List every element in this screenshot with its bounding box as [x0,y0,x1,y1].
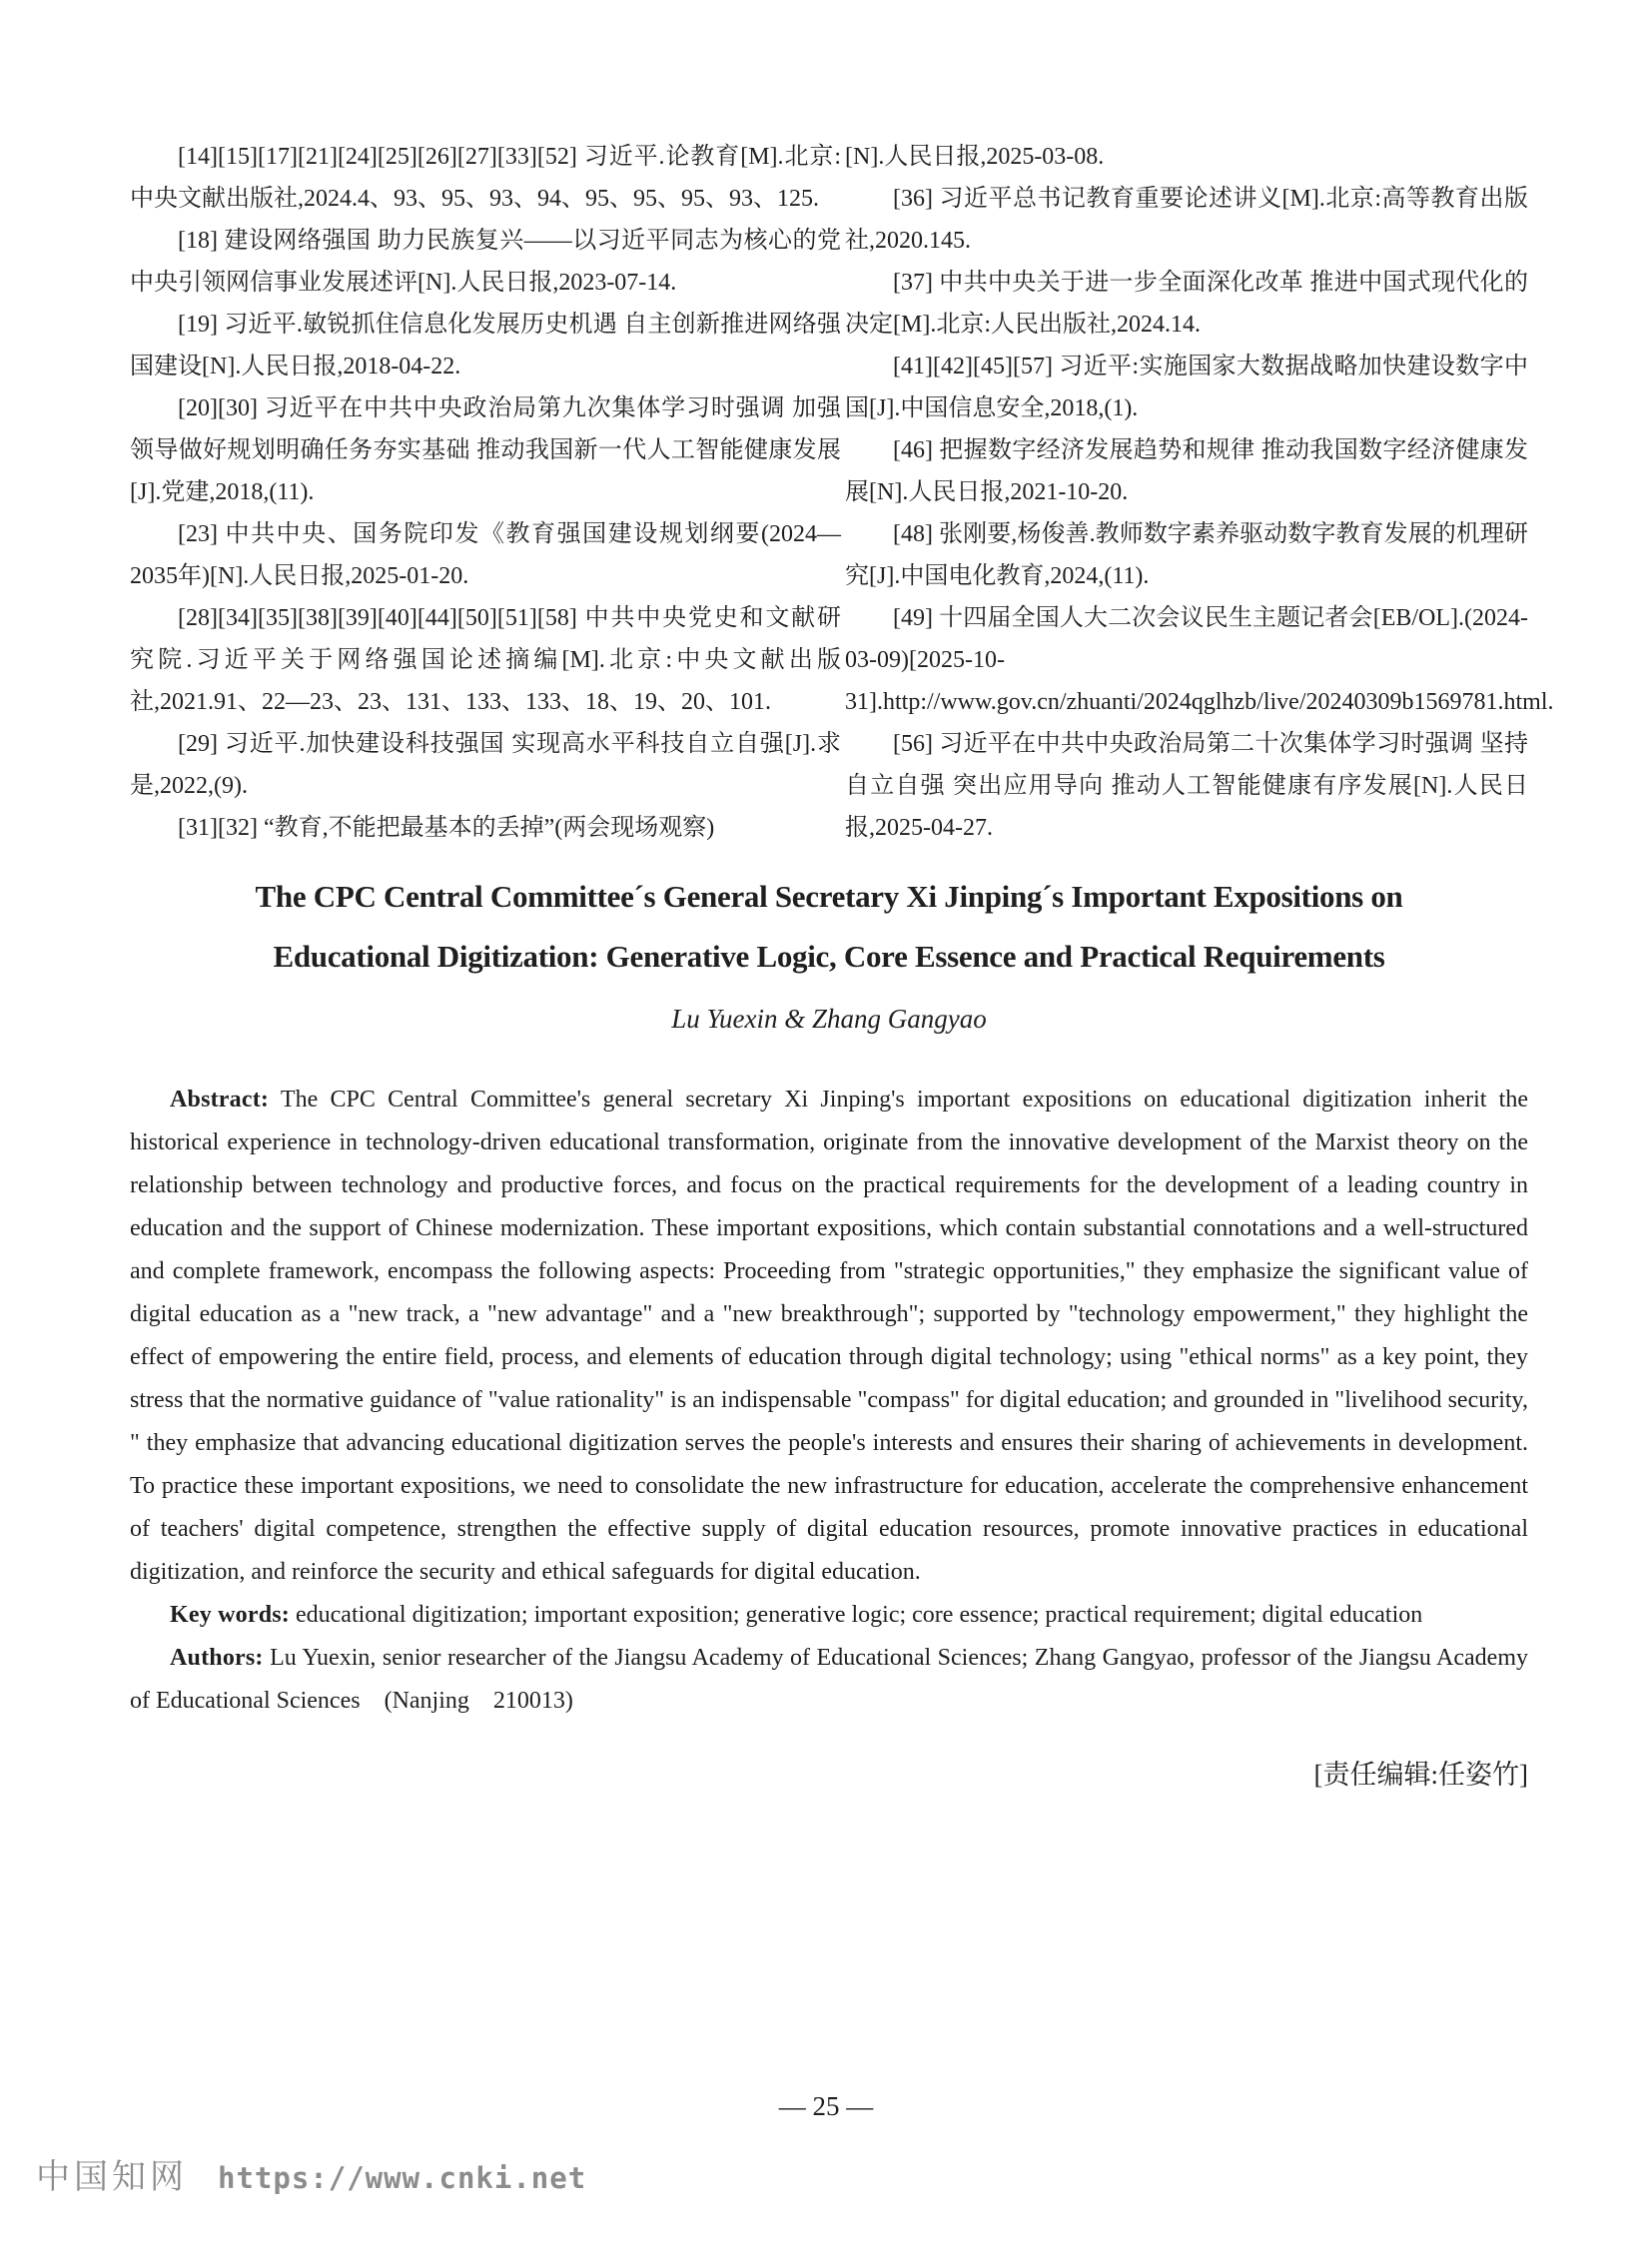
page-number: — 25 — [778,2091,874,2121]
reference-item: [20][30] 习近平在中共中央政治局第九次集体学习时强调 加强领导做好规划明确任务夯实基础 推动我国新一代人工智能健康发展[J].党建,2018,(11). [130,395,841,505]
abstract-label: Abstract: [170,1087,270,1113]
responsible-editor-note: [责任编辑:任姿竹] [1313,1760,1528,1790]
reference-item: [28][34][35][38][39][40][44][50][51][58] 中共中央党史和文献研究院.习近平关于网络强国论述摘编[M].北京:中央文献出版社,2021.91、22—23、23、131、133、133、18、19、20、101. [130,605,841,715]
reference-item: [56] 习近平在中共中央政治局第二十次集体学习时强调 坚持自立自强 突出应用导向 推动人工智能健康有序发展[N].人民日报,2025-04-27. [845,731,1528,841]
keywords-label: Key words: [170,1602,290,1628]
abstract-block [130,1079,1528,1723]
english-title [130,867,1528,987]
reference-item: [23] 中共中央、国务院印发《教育强国建设规划纲要(2024—2035年)[N].人民日报,2025-01-20. [130,521,841,589]
reference-item: [29] 习近平.加快建设科技强国 实现高水平科技自立自强[J].求是,2022,(9). [130,731,841,799]
cnki-watermark [36,2149,586,2198]
reference-item: [18] 建设网络强国 助力民族复兴——以习近平同志为核心的党中央引领网信事业发展述评[N].人民日报,2023-07-14. [130,228,841,296]
reference-item: [19] 习近平.敏锐抓住信息化发展历史机遇 自主创新推进网络强国建设[N].人民日报,2018-04-22. [130,312,841,379]
abstract-paragraph [130,1079,1528,1594]
reference-item: [14][15][17][21][24][25][26][27][33][52] 习近平.论教育[M].北京:中央文献出版社,2024.4、93、95、93、94、95、95、95、93、125. [130,144,841,212]
reference-item: [31][32] “教育,不能把最基本的丢掉”(两会现场观察) [178,815,715,841]
english-title-line1: The CPC Central Committee´s General Secretary Xi Jinping´s Important Expositions on [255,879,1403,914]
authors-paragraph [130,1637,1528,1723]
keywords-text: educational digitization; important exposition; generative logic; core essence; practical requirement; digital education [295,1602,1423,1628]
reference-item: [37] 中共中央关于进一步全面深化改革 推进中国式现代化的决定[M].北京:人民出版社,2024.14. [845,270,1528,338]
references-right-column [845,136,1554,849]
authors-label: Authors: [170,1645,264,1671]
reference-item: [36] 习近平总书记教育重要论述讲义[M].北京:高等教育出版社,2020.145. [845,186,1528,254]
keywords-paragraph [130,1594,1528,1637]
references-section [130,136,1554,849]
reference-item: [48] 张刚要,杨俊善.教师数字素养驱动数字教育发展的机理研究[J].中国电化教育,2024,(11). [845,521,1528,589]
reference-item: [46] 把握数字经济发展趋势和规律 推动我国数字经济健康发展[N].人民日报,2021-10-20. [845,437,1528,505]
cnki-site-url: https://www.cnki.net [218,2161,587,2195]
authors-text: Lu Yuexin, senior researcher of the Jiangsu Academy of Educational Sciences; Zhang Gangyao, professor of the Jiangsu Academy of Educational Sciences (Nanjing 210013) [130,1645,1528,1714]
abstract-text: The CPC Central Committee's general secretary Xi Jinping's important expositions on educational digitization inherit the historical experience in technology-driven educational transformation, originate from the innovative development of the Marxist theory on the relationship between technology and productive forces, and focus on the practical requirements for the development of a leading country in education and the support of Chinese modernization. These important expositions, which contain substantial connotations and a well-structured and complete framework, encompass the following aspects: Proceeding from "strategic opportunities," they emphasize the significant value of digital education as a "new track, a "new advantage" and a "new breakthrough"; supported by "technology empowerment," they highlight the effect of empowering the entire field, process, and elements of education through digital technology; using "ethical norms" as a key point, they stress that the normative guidance of "value rationality" is an indispensable "compass" for digital education; and grounded in "livelihood security, " they emphasize that advancing educational digitization serves the people's interests and ensures their sharing of achievements in development. To practice these important expositions, we need to consolidate the new infrastructure for education, accelerate the comprehensive enhancement of teachers' digital competence, strengthen the effective supply of digital education resources, promote innovative practices in educational digitization, and reinforce the security and ethical safeguards for digital education. [130,1087,1528,1585]
english-author-byline: Lu Yuexin & Zhang Gangyao [671,1004,987,1034]
references-left-column [130,136,841,849]
reference-item-continuation: [N].人民日报,2025-03-08. [845,144,1105,170]
english-title-line2: Educational Digitization: Generative Logic, Core Essence and Practical Requirements [273,939,1385,974]
reference-item: [49] 十四届全国人大二次会议民生主题记者会[EB/OL].(2024-03-09)[2025-10-31].http://www.gov.cn/zhuanti/2024qglhzb/live/20240309b1569781.html. [845,605,1554,715]
cnki-site-name: 中国知网 [36,2159,188,2196]
page-content [130,136,1554,1793]
reference-item: [41][42][45][57] 习近平:实施国家大数据战略加快建设数字中国[J].中国信息安全,2018,(1). [845,354,1528,421]
